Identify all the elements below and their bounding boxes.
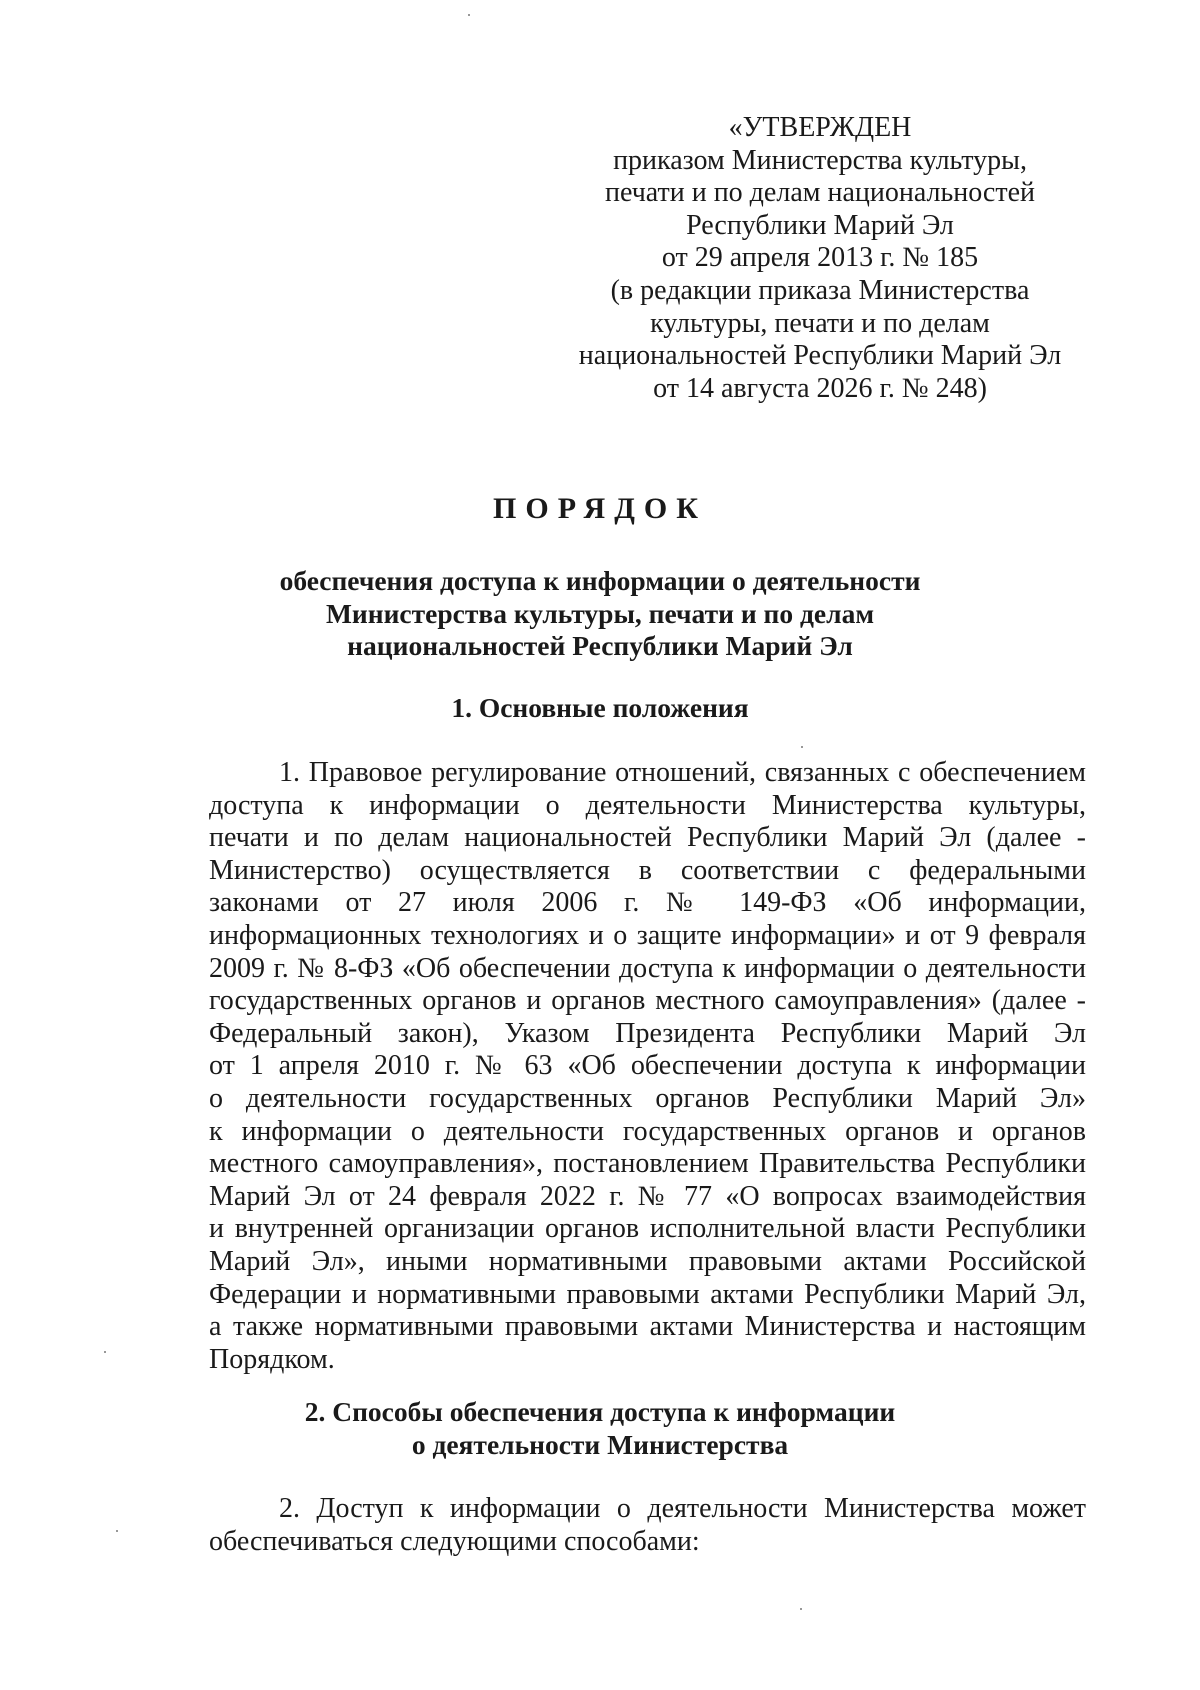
paragraph-line: местного самоуправления», постановлением Правительства Республики	[209, 1148, 1086, 1180]
subtitle-line: обеспечения доступа к информации о деятельности	[279, 565, 921, 596]
approval-line: от 14 августа 2026 г. № 248)	[653, 372, 987, 404]
section-1-heading	[0, 692, 1200, 725]
paragraph-line: Марий Эл», иными нормативными правовыми актами Российской	[209, 1245, 1086, 1277]
scan-speck	[468, 14, 470, 16]
subtitle-line: Министерства культуры, печати и по делам	[325, 597, 875, 629]
subtitle-line: национальностей Республики Марий Эл	[347, 630, 853, 661]
approval-line: от 29 апреля 2013 г. № 185	[661, 242, 979, 274]
paragraph-line: Федеральный закон), Указом Президента Республики Марий Эл	[209, 1017, 1086, 1049]
approval-line: национальностей Республики Марий Эл	[578, 340, 1062, 372]
paragraph-line: обеспечиваться следующими способами:	[209, 1525, 700, 1557]
paragraph-line: доступа к информации о деятельности Министерства культуры,	[209, 789, 1086, 821]
approval-line: (в редакции приказа Министерства	[610, 274, 1030, 306]
paragraph-line: 2. Доступ к информации о деятельности Министерства может	[279, 1493, 1086, 1524]
paragraph-line: законами от 27 июля 2006 г. № 149-ФЗ «Об информации,	[209, 887, 1086, 919]
scan-speck	[801, 746, 803, 748]
approval-line: культуры, печати и по делам	[650, 307, 990, 339]
document-subtitle	[200, 565, 1000, 663]
document-title: ПОРЯДОК	[493, 492, 707, 525]
scan-speck	[116, 1530, 118, 1532]
paragraph-line: к информации о деятельности государственных органов и органов	[209, 1115, 1086, 1147]
paragraph-line: информационных технологиях и о защите информации» и от 9 февраля	[209, 919, 1086, 951]
section-heading-line: 1. Основные положения	[451, 692, 749, 723]
approval-stamp	[560, 112, 1080, 405]
section-heading-line: о деятельности Министерства	[411, 1428, 789, 1460]
section-2-paragraph	[209, 1493, 1086, 1558]
paragraph-line: 2009 г. № 8-ФЗ «Об обеспечении доступа к информации о деятельности	[209, 952, 1086, 984]
paragraph-line: и внутренней организации органов исполнительной власти Республики	[209, 1213, 1086, 1245]
paragraph-line: от 1 апреля 2010 г. № 63 «Об обеспечении доступа к информации	[209, 1050, 1086, 1082]
section-heading-line: 2. Способы обеспечения доступа к информации	[304, 1396, 896, 1427]
scan-speck	[800, 1608, 802, 1610]
paragraph-line: Марий Эл от 24 февраля 2022 г. № 77 «О вопросах взаимодействия	[209, 1180, 1086, 1212]
paragraph-line: Федерации и нормативными правовыми актами Республики Марий Эл,	[209, 1278, 1086, 1310]
approval-line: Республики Марий Эл	[686, 209, 954, 241]
paragraph-line: печати и по делам национальностей Республики Марий Эл (далее -	[209, 822, 1086, 854]
paragraph-line: а также нормативными правовыми актами Министерства и настоящим	[209, 1311, 1086, 1343]
paragraph-line: 1. Правовое регулирование отношений, связанных с обеспечением	[279, 757, 1086, 788]
paragraph-line: Порядком.	[209, 1343, 335, 1375]
paragraph-line: государственных органов и органов местного самоуправления» (далее -	[209, 985, 1086, 1017]
approval-line: «УТВЕРЖДЕН	[728, 112, 912, 143]
approval-line: приказом Министерства культуры,	[613, 144, 1027, 176]
paragraph-line: о деятельности государственных органов Республики Марий Эл»	[209, 1082, 1086, 1114]
approval-line: печати и по делам национальностей	[604, 177, 1036, 209]
scan-speck	[104, 1351, 106, 1353]
section-1-paragraph	[209, 757, 1086, 1376]
paragraph-line: Министерство) осуществляется в соответствии с федеральными	[209, 854, 1086, 886]
section-2-heading	[0, 1396, 1200, 1461]
